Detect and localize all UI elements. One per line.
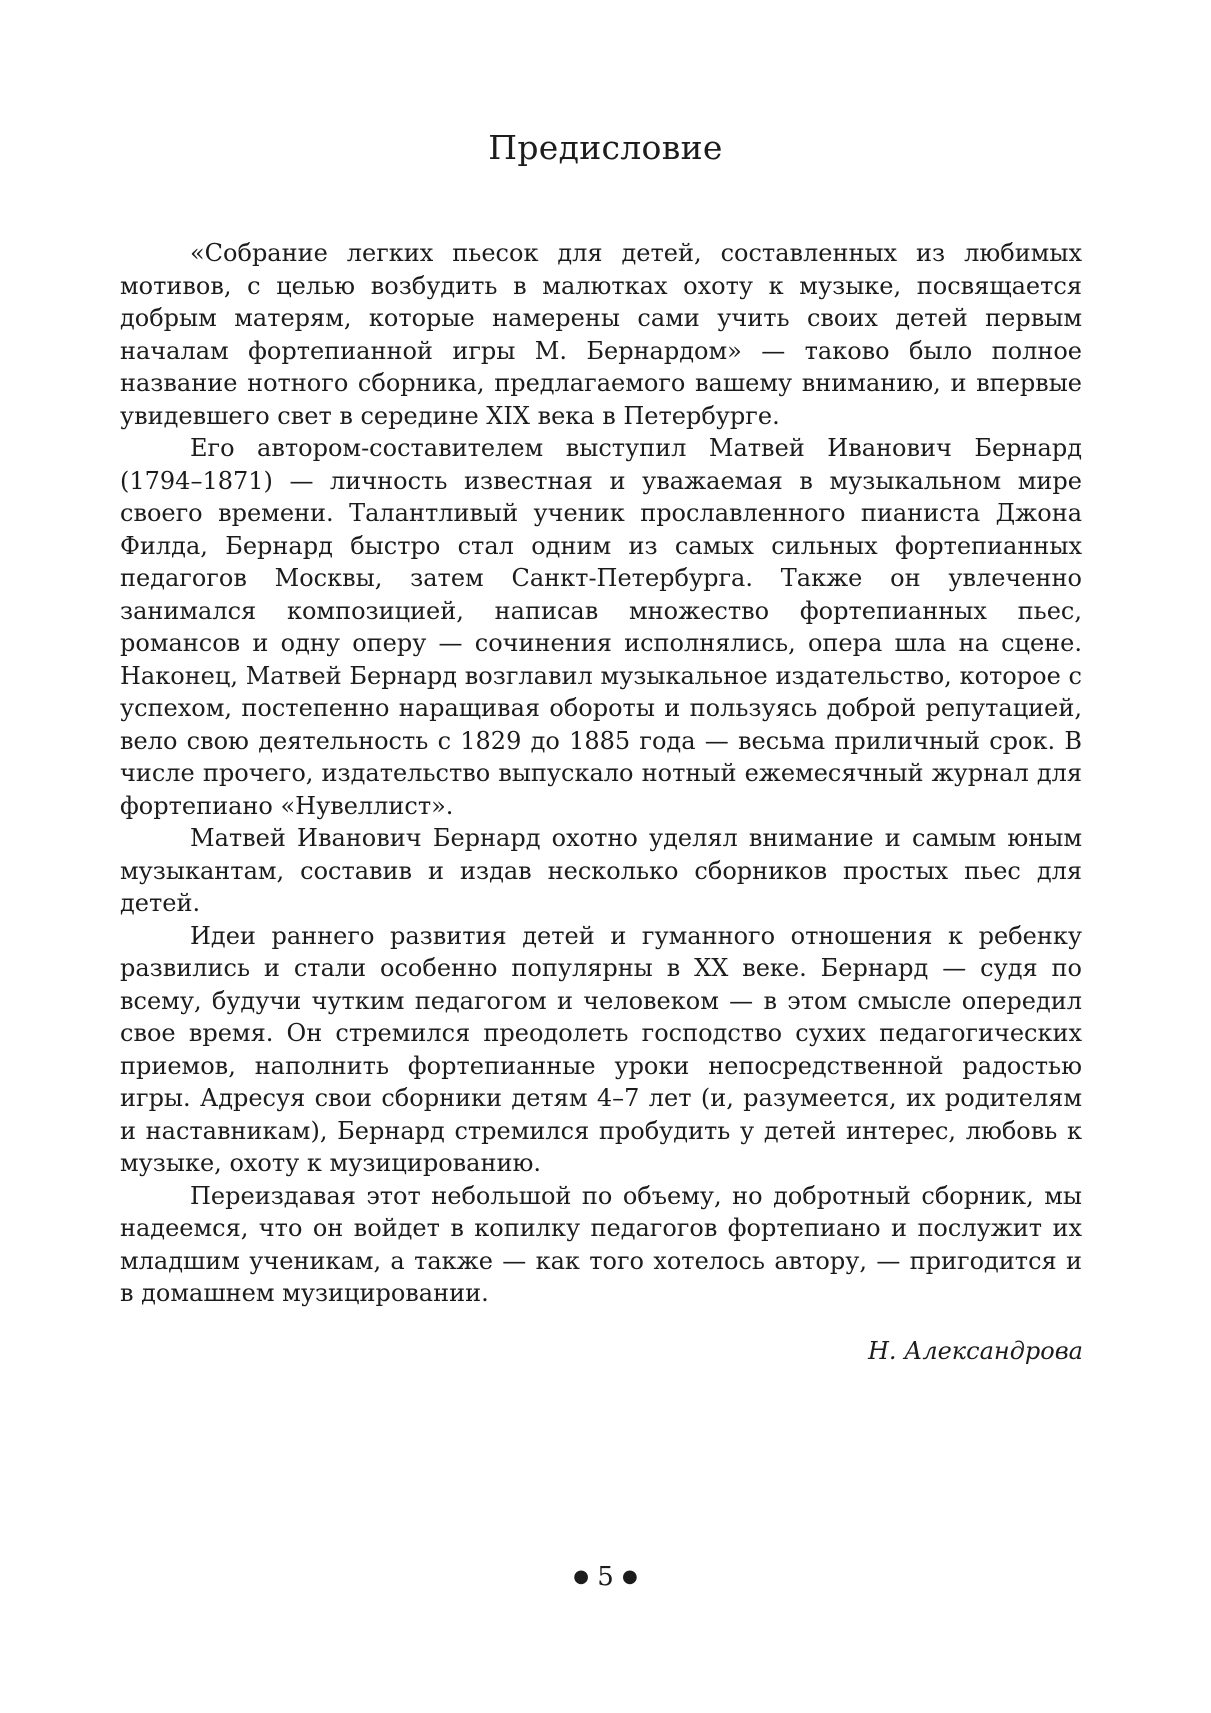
paragraph-3: Матвей Иванович Бернард охотно уделял внимание и самым юным музыкантам, составив и издав несколько сборников простых пьес для детей. [120,824,1082,917]
paragraph-1: «Собрание легких пьесок для детей, составленных из любимых мотивов, с целью возбудить в малютках охоту к музыке, посвящается добрым матерям, которые намерены сами учить своих детей первым началам фортепианной игры М. Бернардом» — таково было полное название нотного сборника, предлагаемого вашему вниманию, и впервые увидевшего свет в середине XIX века в Петербурге. [120,239,1082,430]
page-number-footer [0,1562,1211,1592]
bullet-right-icon: ● [622,1566,638,1587]
page-title: Предисловие [488,128,723,167]
author-signature: Н. Александрова [867,1337,1083,1365]
paragraph-4: Идеи раннего развития детей и гуманного отношения к ребенку развились и стали особенно популярны в XX веке. Бернард — судя по всему, будучи чутким педагогом и человеком — в этом смысле опередил свое время. Он стремился преодолеть господство сухих педагогических приемов, наполнить фортепианные уроки непосредственной радостью игры. Адресуя свои сборники детям 4–7 лет (и, разумеется, их родителям и наставникам), Бернард стремился пробудить у детей интерес, любовь к музыке, охоту к музицированию. [120,921,1082,1177]
paragraph-2: Его автором-составителем выступил Матвей Иванович Бернард (1794–1871) — личность известная и уважаемая в музыкальном мире своего времени. Талантливый ученик прославленного пианиста Джона Филда, Бернард быстро стал одним из самых сильных фортепианных педагогов Москвы, затем Санкт-Петербурга. Также он увлеченно занимался композицией, написав множество фортепианных пьес, романсов и одну оперу — сочинения исполнялись, опера шла на сцене. Наконец, Матвей Бернард возглавил музыкальное издательство, которое с успехом, постепенно наращивая обороты и пользуясь доброй репутацией, вело свою деятельность с 1829 до 1885 года — весьма приличный срок. В числе прочего, издательство выпускало нотный ежемесячный журнал для фортепиано «Нувеллист». [120,434,1082,820]
preface-body [120,237,1082,1310]
bullet-left-icon: ● [573,1566,589,1587]
paragraph-5: Переиздавая этот небольшой по объему, но добротный сборник, мы надеемся, что он войдет в копилку педагогов фортепиано и послужит их младшим ученикам, а также — как того хотелось автору, — пригодится и в домашнем музицировании. [120,1181,1082,1307]
page-number: 5 [597,1562,614,1592]
